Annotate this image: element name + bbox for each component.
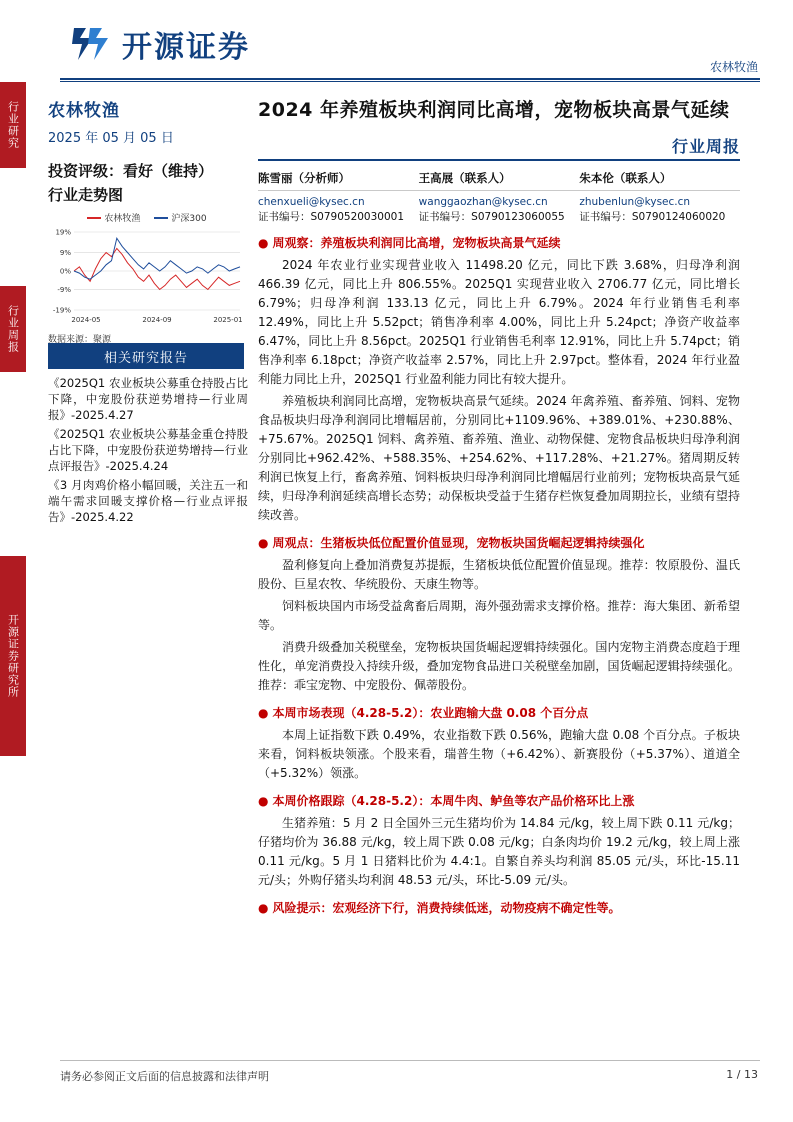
legend-item-0	[87, 211, 140, 224]
author-0	[258, 171, 419, 225]
rail-segment-research-institute	[0, 556, 26, 756]
list-item[interactable]: 《2025Q1 农业板块公募基金重仓持股占比下降，中宠股份获逆势增持—行业点评报告》-2025.4.24	[48, 427, 248, 473]
chart-canvas	[48, 226, 246, 326]
section-paragraph: 生猪养殖：5 月 2 日全国外三元生猪均价为 14.84 元/kg，较上周下跌 0.11 元/kg；仔猪均价为 36.88 元/kg，较上周下跌 0.08 元/kg；白条肉均价 19.2 元/kg，较上周上涨 0.11 元/kg。5 月 1 日猪料比价为 4.4:1。自繁自养头均利润 85.05 元/头，环比-15.11 元/头；外购仔猪头均利润 48.53 元/头，环比-5.09 元/头。	[258, 816, 740, 887]
rail-segment-industry-research	[0, 82, 26, 168]
header-rule	[60, 78, 760, 80]
related-research-header: 相关研究报告	[48, 343, 244, 369]
investment-rating: 投资评级：看好（维持）	[48, 162, 214, 180]
left-column	[48, 96, 248, 528]
logo-mark-icon	[70, 24, 112, 64]
author-cert: 证书编号：S0790123060055	[418, 211, 565, 223]
author-cert: 证书编号：S0790520030001	[258, 211, 405, 223]
section-heading	[258, 704, 740, 723]
section-paragraph: 盈利修复向上叠加消费复苏提振，生猪板块低位配置价值显现。推荐：牧原股份、温氏股份、巨星农牧、华统股份、天康生物等。	[258, 558, 740, 591]
bullet-dot-icon: ●	[258, 236, 269, 250]
rail-label-3: 开源证券研究所	[6, 614, 20, 698]
author-name: 朱本伦（联系人）	[579, 171, 672, 185]
section-paragraph: 消费升级叠加关税壁垒，宠物板块国货崛起逻辑持续强化。国内宠物主消费态度趋于理性化，单宠消费投入持续升级，叠加宠物食品进口关税壁垒加剧，国货崛起逻辑持续强化。推荐：乖宝宠物、中宠股份、佩蒂股份。	[258, 640, 740, 692]
chart-legend	[48, 211, 246, 224]
section-heading	[258, 899, 740, 918]
rail-segment-weekly	[0, 286, 26, 372]
chart-source: 数据来源：聚源	[48, 335, 112, 345]
svg-text:-19%: -19%	[52, 306, 71, 315]
author-cert: 证书编号：S0790124060020	[579, 211, 726, 223]
header-rule-thin	[60, 81, 760, 82]
list-item[interactable]: 《3 月肉鸡价格小幅回暖，关注五一和端午需求回暖支撑价格—行业点评报告》-2025.4.22	[48, 478, 248, 524]
bullet-dot-icon: ●	[258, 901, 269, 915]
author-2	[579, 171, 740, 225]
list-item[interactable]: 《2025Q1 农业板块公募重仓持股占比下降，中宠股份获逆势增持—行业周报》-2025.4.27	[48, 376, 248, 422]
section-paragraph: 养殖板块利润同比高增，宠物板块高景气延续。2024 年禽养殖、畜养殖、饲料、宠物食品板块归母净利润同比增幅居前，分别同比+1109.96%、+389.01%、+230.88%、+75.67%。2025Q1 饲料、禽养殖、畜养殖、渔业、动物保健、宠物食品板块归母净利润分别同比+962.42%、+588.35%、+254.62%、+117.28%、+21.27%。猪周期反转利润已恢复上行，畜禽养殖、饲料板块归母净利润同比增幅居行业前列；宠物板块高景气延续，归母净利润延续高增长态势；动保板块受益于生猪存栏恢复叠加周期拉长，业绩有望持续改善。	[258, 394, 740, 522]
page-number: 1 / 13	[726, 1068, 758, 1081]
rail-label-2: 行业周报	[6, 305, 20, 353]
svg-text:2024-09: 2024-09	[142, 316, 172, 324]
section-paragraph: 饲料板块国内市场受益禽畜后周期，海外强劲需求支撑价格。推荐：海大集团、新希望等。	[258, 599, 740, 632]
side-rail	[0, 0, 26, 1122]
author-email[interactable]: zhubenlun@kysec.cn	[579, 196, 691, 208]
report-type-tag: 行业周报	[671, 137, 740, 156]
brand-name: 开源证券	[122, 30, 250, 65]
svg-text:2025-01: 2025-01	[213, 316, 243, 324]
footer-disclaimer: 请务必参阅正文后面的信息披露和法律声明	[60, 1070, 269, 1083]
trend-chart-title: 行业走势图	[48, 186, 124, 204]
author-email[interactable]: wanggaozhan@kysec.cn	[418, 196, 548, 208]
industry-name: 农林牧渔	[48, 101, 120, 121]
footer-rule	[60, 1060, 760, 1061]
section-heading-text: 本周市场表现（4.28-5.2）：农业跑输大盘 0.08 个百分点	[272, 706, 589, 720]
section-heading-text: 周观点：生猪板块低位配置价值显现，宠物板块国货崛起逻辑持续强化	[272, 536, 645, 550]
report-date: 2025 年 05 月 05 日	[48, 131, 174, 146]
bullet-dot-icon: ●	[258, 536, 269, 550]
section-heading	[258, 234, 740, 253]
report-body	[258, 234, 740, 918]
section-heading-text: 风险提示：宏观经济下行，消费持续低迷，动物疫病不确定性等。	[272, 901, 621, 915]
section-heading-text: 本周价格跟踪（4.28-5.2）：本周牛肉、鲈鱼等农产品价格环比上涨	[272, 794, 635, 808]
section-paragraph: 本周上证指数下跌 0.49%，农业指数下跌 0.56%，跑输大盘 0.08 个百分点。子板块来看，饲料板块领涨。个股来看，瑞普生物（+6.42%）、新赛股份（+5.37%）、道道全（+5.32%）领涨。	[258, 728, 740, 780]
related-research-list	[48, 375, 248, 525]
svg-text:2024-05: 2024-05	[71, 316, 101, 324]
legend-label-0: 农林牧渔	[104, 214, 141, 224]
section-heading	[258, 792, 740, 811]
author-email[interactable]: chenxueli@kysec.cn	[258, 196, 365, 208]
section-paragraph: 2024 年农业行业实现营业收入 11498.20 亿元，同比下跌 3.68%，归母净利润 466.39 亿元，同比上升 806.55%。2025Q1 实现营业收入 2706.77 亿元，同比增长 6.79%；归母净利润 133.13 亿元，同比上升 6.79%。2024 年行业销售毛利率 12.49%，同比上升 5.52pct；销售净利率 4.00%，同比上升 5.24pct；净资产收益率 6.47%，同比上升 8.56pct。2025Q1 行业销售毛利率 12.91%，同比上升 5.74pct；销售净利率 6.18pct；净资产收益率 2.57%，同比上升 2.97pct。整体看，2024 年行业盈利能力同比上升，2025Q1 行业盈利能力同比有较大提升。	[258, 258, 740, 386]
brand-logo	[70, 22, 250, 66]
author-name: 陈雪丽（分析师）	[258, 171, 350, 185]
svg-text:19%: 19%	[55, 228, 71, 237]
section-heading	[258, 534, 740, 553]
svg-text:0%: 0%	[59, 267, 71, 276]
bullet-dot-icon: ●	[258, 794, 269, 808]
legend-label-1: 沪深300	[171, 214, 207, 224]
title-rule	[258, 159, 740, 161]
svg-text:9%: 9%	[59, 249, 71, 258]
page-title: 2024 年养殖板块利润同比高增，宠物板块高景气延续	[258, 99, 730, 121]
author-name: 王高展（联系人）	[418, 171, 511, 185]
industry-trend-chart	[48, 211, 246, 345]
right-column	[258, 96, 740, 918]
section-heading-text: 周观察：养殖板块利润同比高增，宠物板块高景气延续	[272, 236, 561, 250]
bullet-dot-icon: ●	[258, 706, 269, 720]
author-block	[258, 171, 740, 225]
svg-text:-9%: -9%	[57, 285, 71, 294]
header-industry-tag: 农林牧渔	[709, 60, 758, 74]
rail-label-1: 行业研究	[6, 101, 20, 149]
legend-item-1	[154, 211, 206, 224]
author-1	[419, 171, 580, 225]
